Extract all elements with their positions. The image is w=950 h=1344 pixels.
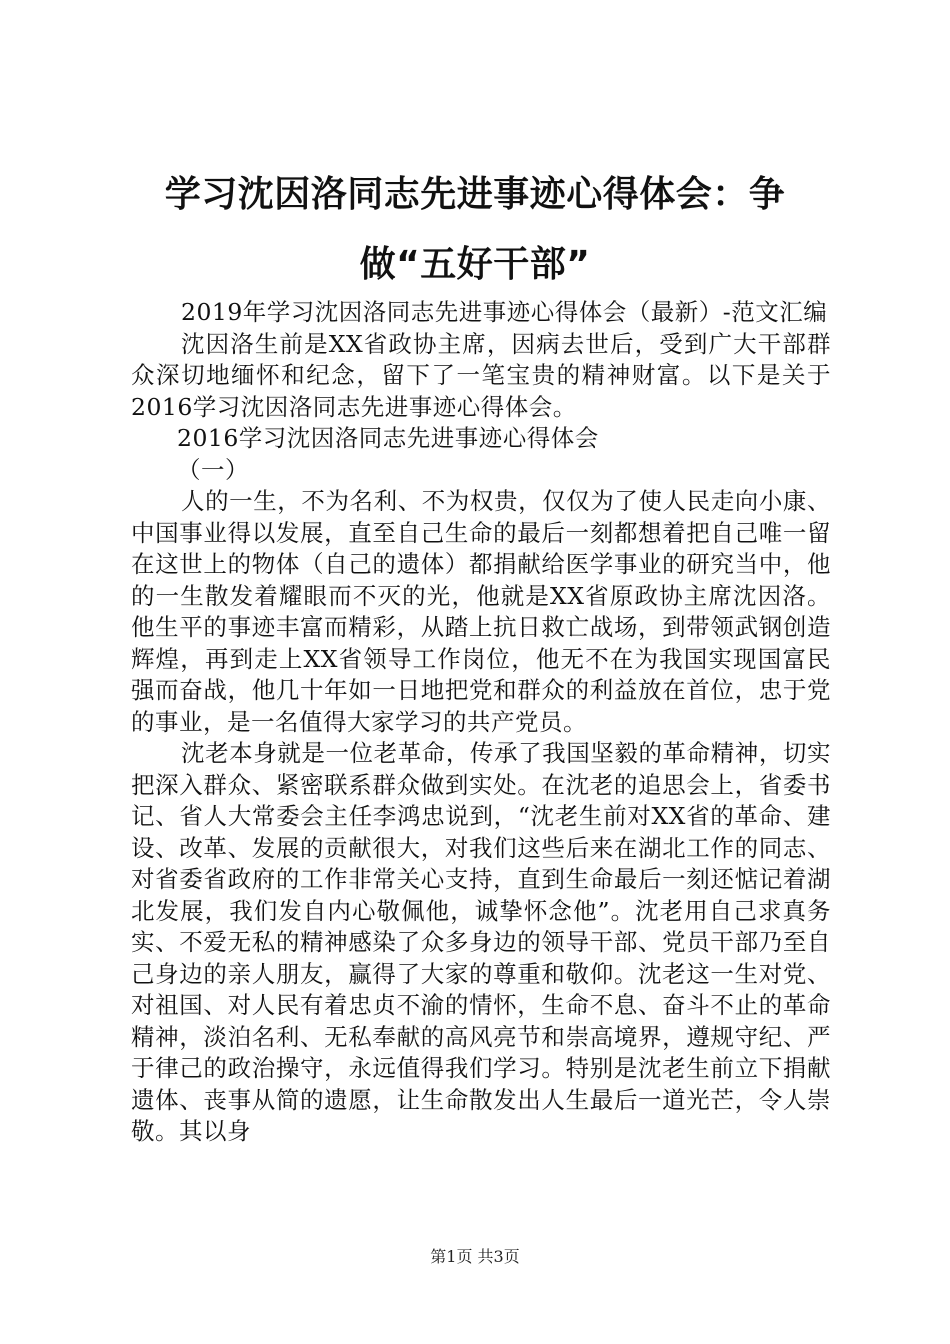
page-footer: 第1页 共3页 — [430, 1247, 520, 1266]
subtitle-paragraph: 2019年学习沈因洛同志先进事迹心得体会（最新）-范文汇编 — [181, 298, 828, 326]
body-paragraph: 人的一生，不为名利、不为权贵，仅仅为了使人民走向小康、中国事业得以发展，直至自己生命的最后一刻都想着把自己唯一留在这世上的物体（自己的遗体）都捐献给医学事业的研究当中，他的一生散发着耀眼而不灭的光，他就是XX省原政协主席沈因洛。他生平的事迹丰富而精彩，从踏上抗日救亡战场，到带领武钢创造辉煌，再到走上XX省领导工作岗位，他无不在为我国实现国富民强而奋战，他几十年如一日地把党和群众的利益放在首位，忠于党的事业，是一名值得大家学习的共产党员。 — [131, 487, 831, 736]
body-paragraph: 沈老本身就是一位老革命，传承了我国坚毅的革命精神，切实把深入群众、紧密联系群众做到实处。在沈老的追思会上，省委书记、省人大常委会主任李鸿忠说到，“沈老生前对XX省的革命、建设、改革、发展的贡献很大，对我们这些后来在湖北工作的同志、对省委省政府的工作非常关心支持，直到生命最后一刻还惦记着湖北发展，我们发自内心敬佩他，诚挚怀念他”。沈老用自己求真务实、不爱无私的精神感染了众多身边的领导干部、党员干部乃至自己身边的亲人朋友，赢得了大家的尊重和敬仰。沈老这一生对党、对祖国、对人民有着忠贞不渝的情怀，生命不息、奋斗不止的革命精神，淡泊名利、无私奉献的高风亮节和崇高境界，遵规守纪、严于律己的政治操守，永远值得我们学习。特别是沈老生前立下捐献遗体、丧事从简的遗愿，让生命散发出人生最后一道光芒，令人崇敬。其以身 — [131, 739, 831, 1145]
intro-paragraph: 沈因洛生前是XX省政协主席，因病去世后，受到广大干部群众深切地缅怀和纪念，留下了一笔宝贵的精神财富。以下是关于2016学习沈因洛同志先进事迹心得体会。 — [131, 329, 831, 421]
document-body — [131, 297, 831, 1148]
section-number: （一） — [177, 455, 249, 484]
document-title: 学习沈因洛同志先进事迹心得体会：争做“五好干部” — [164, 174, 786, 285]
section-heading: 2016学习沈因洛同志先进事迹心得体会 — [177, 424, 599, 452]
